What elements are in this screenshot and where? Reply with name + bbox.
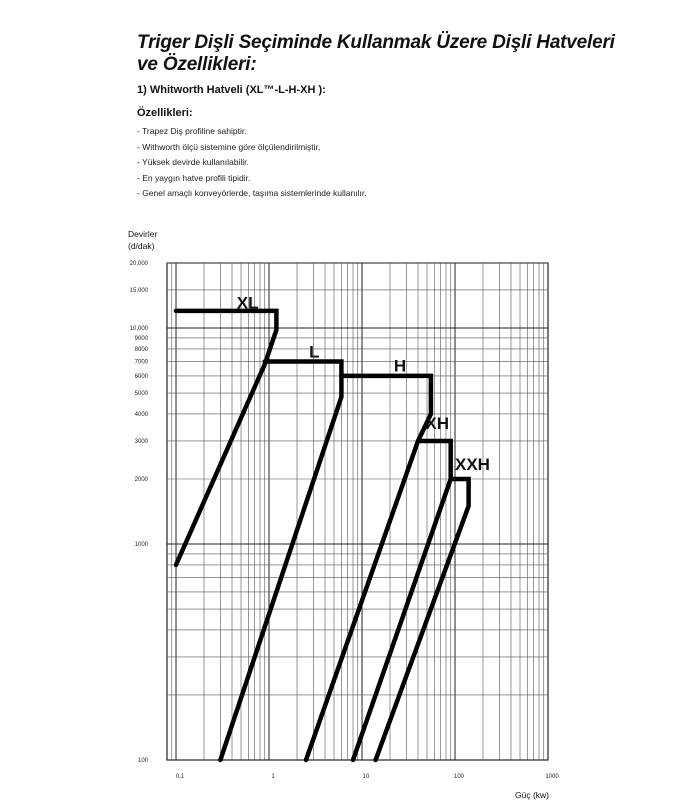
y-tick-label: 8000 [134, 346, 148, 353]
y-axis-ticks [130, 261, 149, 764]
y-tick-label: 10,000 [129, 326, 148, 333]
series-label-h: H [393, 356, 407, 376]
x-axis-ticks [176, 774, 559, 780]
y-tick-label: 100 [137, 758, 148, 764]
y-tick-label: 2000 [134, 476, 148, 483]
x-tick-label: 0,1 [175, 774, 185, 780]
y-tick-label: 4000 [134, 411, 148, 418]
property-item: - Trapez Diş profiline sahiptir. [137, 126, 247, 136]
y-tick-label: 15,000 [129, 287, 148, 294]
property-item: - Withworth ölçü sistemine göre ölçülendirilmiştir, [137, 141, 321, 152]
property-item: - Yüksek devirde kullanılabilir. [137, 157, 249, 167]
properties-title: Özellikleri: [137, 107, 193, 119]
series-label-xl: XL [236, 293, 259, 313]
x-axis-title: Güç (kw) [515, 790, 549, 800]
y-tick-label: 7000 [134, 359, 148, 366]
y-tick-label: 9000 [134, 335, 148, 342]
page-title: Triger Dişli Seçiminde Kullanmak Üzere Dişli Hatveleri ve Özellikleri: [137, 32, 615, 75]
y-tick-label: 1000 [134, 542, 148, 549]
y-axis-title-line2: (d/dak) [128, 241, 155, 251]
x-tick-label: 10 [362, 774, 370, 780]
y-tick-label: 6000 [134, 373, 148, 380]
y-axis-title-line1: Devirler [128, 229, 158, 239]
x-tick-label: 100 [453, 774, 465, 780]
y-tick-label: 3000 [134, 438, 148, 445]
property-item: - En yaygın hatve profili tipidir. [137, 172, 251, 183]
y-tick-label: 20,000 [129, 261, 148, 267]
chart-series [176, 294, 490, 760]
x-tick-label: 1000 [545, 774, 559, 780]
series-label-xh: XH [425, 414, 449, 434]
series-label-xxh: XXH [455, 455, 490, 475]
property-item: - Genel amaçlı konveyörlerde, taşıma sistemlerinde kullanılır. [137, 188, 367, 198]
section-heading: 1) Whitworth Hatveli (XL™-L-H-XH ): [137, 84, 326, 96]
chart-grid [167, 263, 548, 760]
series-label-l: L [309, 342, 320, 362]
x-tick-label: 1 [271, 774, 275, 780]
y-tick-label: 5000 [134, 391, 148, 398]
